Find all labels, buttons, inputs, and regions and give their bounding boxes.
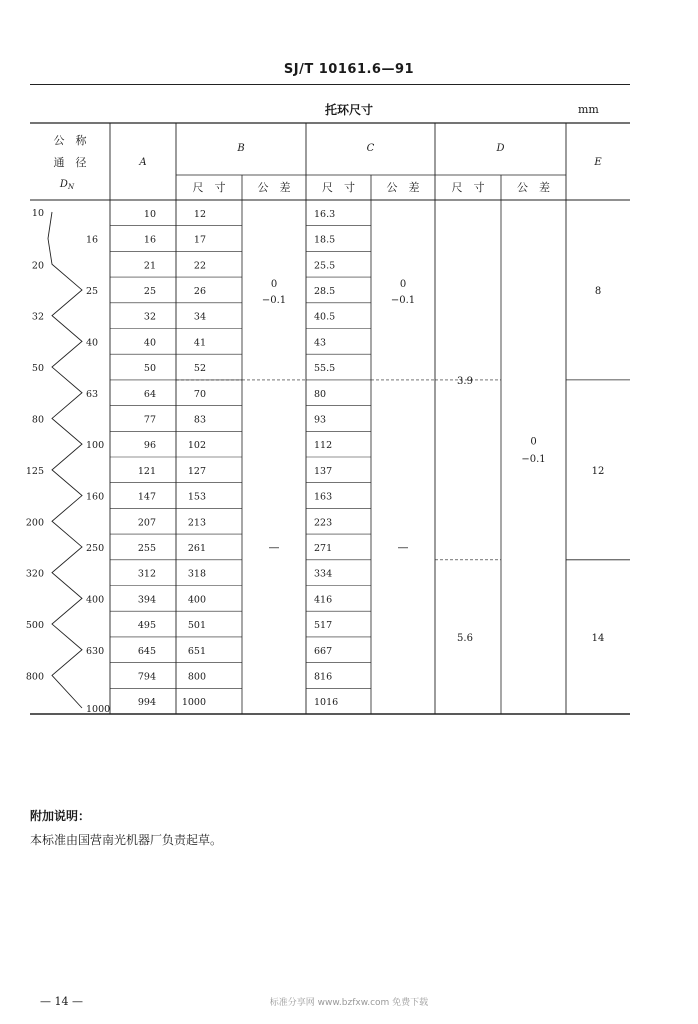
dn-zigzag-lines [48,212,82,708]
dn-value: 125 [25,465,44,477]
cell-A: 147 [137,491,156,503]
dn-value: 800 [25,671,44,683]
cell-A: 77 [143,414,156,426]
header-E: E [594,157,602,168]
cell-A: 32 [143,311,156,323]
dn-value: 100 [86,440,105,452]
cell-C-size: 18.5 [314,234,336,246]
dn-value: 250 [86,542,105,554]
dn-value: 16 [86,234,99,246]
cell-B-size: 501 [187,620,206,632]
notes-title: 附加说明： [30,809,91,823]
dn-value: 10 [31,208,44,219]
cell-C-size: 223 [314,517,333,529]
dn-value: 20 [31,260,44,272]
dn-value: 160 [86,491,105,503]
cell-A: 21 [143,260,156,272]
dn-value: 80 [31,414,44,426]
notes-text: 本标准由国营南光机器厂负责起草。 [30,833,223,847]
header-A: A [139,157,147,168]
cell-A: 25 [143,285,156,297]
cell-B-size: 1000 [181,697,206,709]
tolerance-subheader: 公 差 [257,181,291,194]
cell-A: 312 [137,568,156,580]
cell-A: 16 [143,234,156,246]
dn-value: 500 [25,620,44,632]
cell-B-size: 52 [193,363,206,375]
dn-value: 200 [25,517,44,529]
cell-C-size: 416 [314,594,333,606]
cell-C-size: 163 [314,491,333,503]
dn-value: 25 [86,285,99,297]
page-number: — 14 — [40,995,83,1008]
cell-C-size: 334 [314,568,333,580]
cell-B-size: 153 [187,491,206,503]
header-C: C [366,143,375,154]
tolerance-subheader: 公 差 [517,181,550,194]
table-title: 托环尺寸 [324,103,373,117]
cell-A: 994 [137,697,156,709]
dn-value: 320 [25,568,44,580]
cell-B-size: 318 [187,568,206,580]
size-subheader: 尺 寸 [192,181,226,194]
dn-header-line2: 通 径 [53,156,87,169]
standard-number: SJ/T 10161.6—91 [283,62,415,77]
cell-C-size: 137 [314,465,333,477]
D-tolerance-upper: 0 [530,436,537,448]
header-B: B [237,143,245,154]
D-tolerance-lower: −0.1 [521,454,546,465]
unit-label: mm [578,103,599,116]
cell-B-size: 34 [193,311,206,323]
D-size-lower: 5.6 [457,632,473,644]
cell-A: 255 [137,542,156,554]
tolerance-subheader: 公 差 [386,181,420,194]
cell-B-size: 26 [193,285,206,297]
cell-B-size: 22 [193,260,206,272]
cell-C-size: 517 [314,620,333,632]
cell-B-size: 651 [187,645,206,657]
cell-A: 207 [137,517,156,529]
watermark: 标准分享网 www.bzfxw.com 免费下载 [269,998,429,1008]
dn-value: 400 [86,594,105,606]
cell-A: 121 [137,465,156,477]
dn-value: 50 [31,363,44,375]
cell-B-size: 12 [193,208,206,220]
cell-C-size: 112 [314,440,333,452]
C-tolerance-none: — [397,541,409,555]
cell-A: 394 [137,594,156,606]
C-tolerance-lower: −0.1 [390,294,416,306]
cell-B-size: 70 [193,388,206,400]
cell-C-size: 28.5 [314,285,336,297]
size-subheader: 尺 寸 [451,181,485,194]
dn-zigzag-path [48,212,82,708]
cell-A: 495 [137,620,156,632]
E-value-3: 14 [591,632,605,644]
cell-A: 794 [137,671,156,683]
cell-B-size: 127 [187,465,206,477]
B-tolerance-none: — [268,541,280,555]
dn-header-symbol: $D_N$ [59,179,75,191]
dn-value: 32 [31,311,44,323]
cell-B-size: 102 [187,440,206,452]
cell-B-size: 261 [187,542,206,554]
E-value-2: 12 [591,465,605,477]
cell-C-size: 93 [314,414,327,426]
cell-C-size: 55.5 [314,363,336,375]
size-subheader: 尺 寸 [322,181,355,194]
cell-C-size: 816 [314,671,333,683]
cell-C-size: 1016 [314,697,339,709]
cell-B-size: 17 [193,234,206,246]
cell-C-size: 667 [314,645,333,657]
cell-B-size: 800 [187,671,206,683]
cell-A: 96 [143,440,156,452]
cell-C-size: 271 [314,542,333,554]
dn-value: 40 [86,337,99,349]
cell-C-size: 25.5 [314,260,336,272]
cell-A: 50 [143,363,156,375]
dn-header-line1: 公 称 [53,134,87,147]
C-tolerance-upper: 0 [399,278,407,290]
cell-C-size: 43 [314,337,327,349]
B-tolerance-lower: −0.1 [261,294,287,306]
cell-A: 10 [143,208,156,220]
cell-B-size: 400 [187,594,206,606]
cell-A: 64 [143,388,156,400]
cell-B-size: 213 [187,517,206,529]
B-tolerance-upper: 0 [270,278,278,290]
E-value-1: 8 [594,285,602,297]
cell-C-size: 40.5 [314,311,336,323]
cell-A: 645 [137,645,156,657]
cell-B-size: 83 [193,414,206,426]
cell-C-size: 16.3 [314,208,336,220]
dn-value: 630 [86,645,105,657]
cell-B-size: 41 [193,337,206,349]
cell-C-size: 80 [314,388,327,400]
D-size-upper: 3.9 [457,375,473,387]
dn-value: 1000 [86,704,111,715]
dn-value: 63 [86,388,99,400]
cell-A: 40 [143,337,156,349]
header-D: D [496,143,505,154]
